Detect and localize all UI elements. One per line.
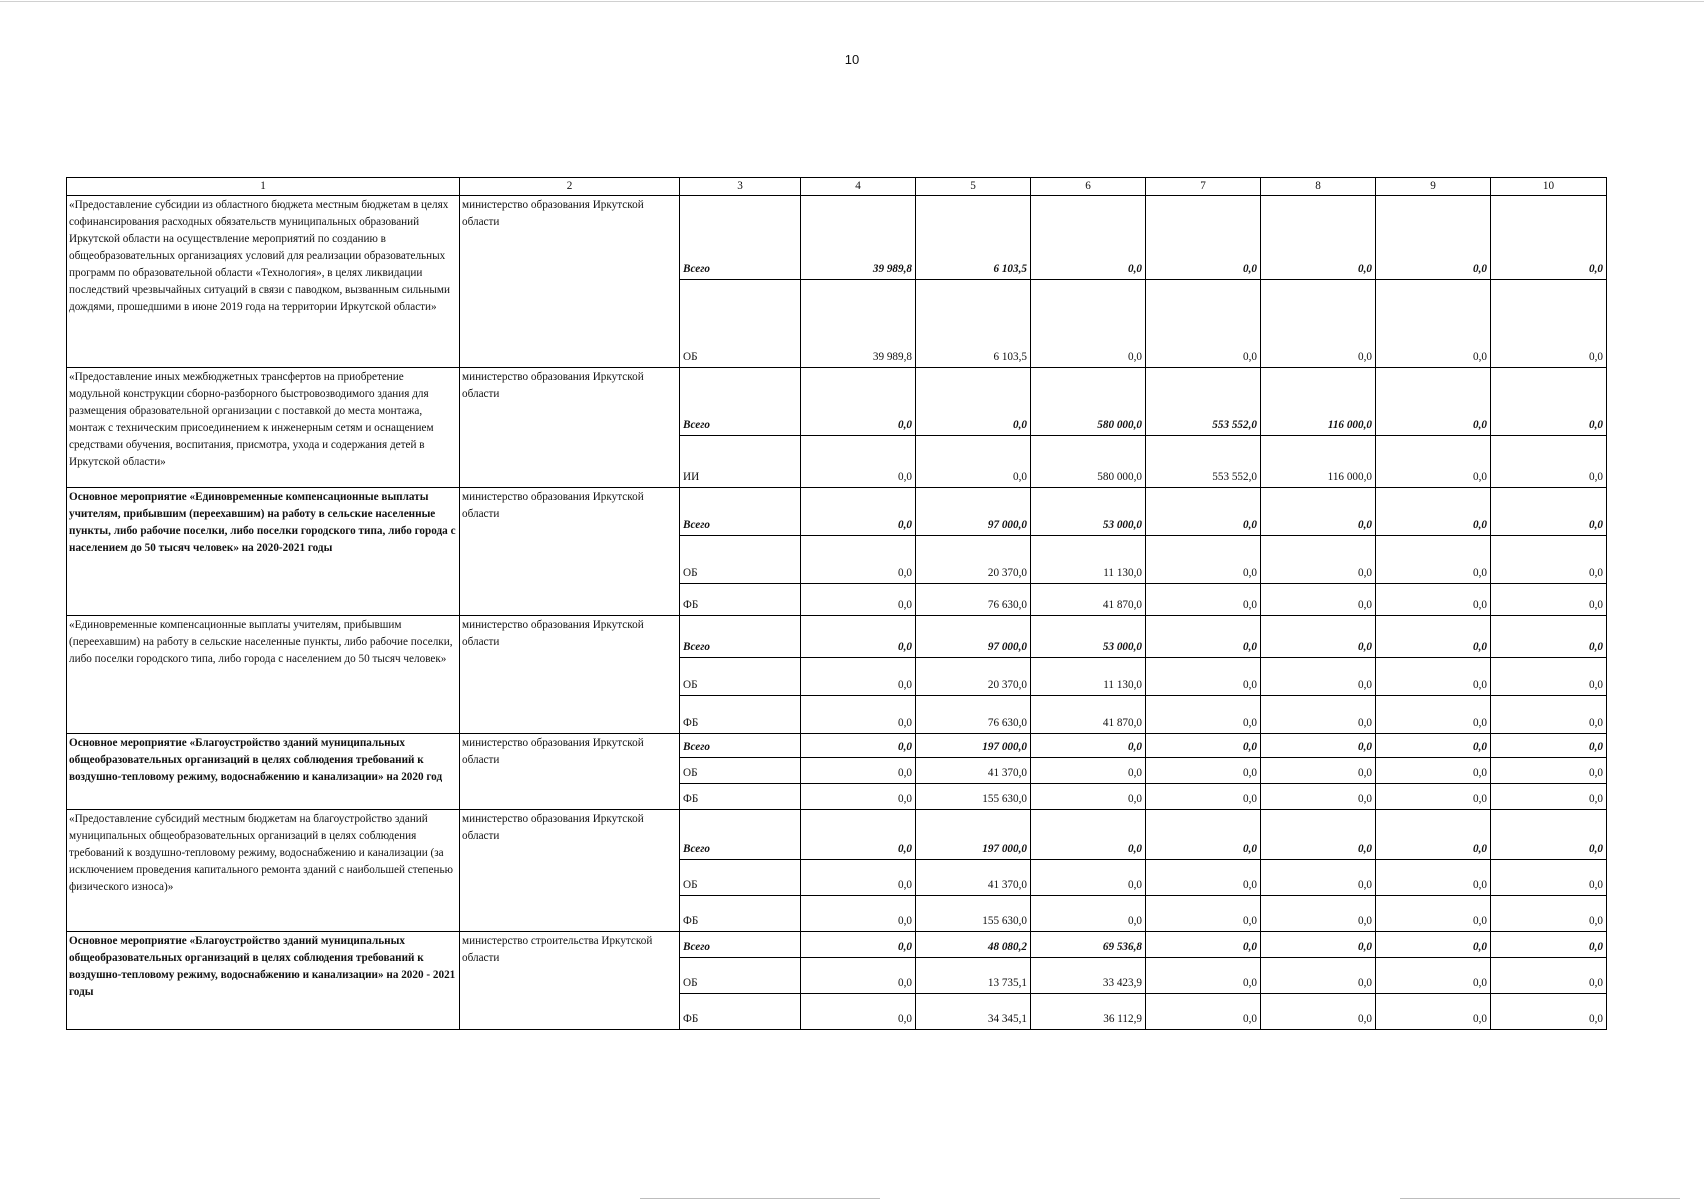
amount-cell: 0,0 <box>801 368 916 436</box>
table-row-total <box>67 734 1607 758</box>
amount-cell: 553 552,0 <box>1146 368 1261 436</box>
amount-cell: 76 630,0 <box>916 696 1031 734</box>
funding-source: Всего <box>680 368 801 436</box>
amount-cell: 0,0 <box>801 734 916 758</box>
scan-artifact-bottom-2 <box>1400 1198 1680 1199</box>
amount-cell: 0,0 <box>1376 280 1491 368</box>
amount-cell: 0,0 <box>1146 734 1261 758</box>
amount-cell: 0,0 <box>1146 784 1261 810</box>
amount-cell: 0,0 <box>1376 810 1491 860</box>
amount-cell: 0,0 <box>1491 958 1607 994</box>
amount-cell: 155 630,0 <box>916 896 1031 932</box>
amount-cell: 0,0 <box>801 616 916 658</box>
responsible-organization: министерство строительства Иркутской области <box>460 932 680 1030</box>
amount-cell: 0,0 <box>1261 584 1376 616</box>
amount-cell: 0,0 <box>1031 734 1146 758</box>
amount-cell: 76 630,0 <box>916 584 1031 616</box>
column-header: 1 <box>67 178 460 196</box>
funding-source: ОБ <box>680 958 801 994</box>
amount-cell: 0,0 <box>1376 860 1491 896</box>
funding-source: ФБ <box>680 994 801 1030</box>
funding-source: ОБ <box>680 758 801 784</box>
amount-cell: 0,0 <box>1261 958 1376 994</box>
funding-source: ОБ <box>680 280 801 368</box>
amount-cell: 0,0 <box>1491 810 1607 860</box>
funding-source: ОБ <box>680 860 801 896</box>
amount-cell: 0,0 <box>1261 536 1376 584</box>
amount-cell: 0,0 <box>1146 280 1261 368</box>
amount-cell: 0,0 <box>1261 994 1376 1030</box>
amount-cell: 0,0 <box>801 860 916 896</box>
column-header: 9 <box>1376 178 1491 196</box>
amount-cell: 0,0 <box>1261 616 1376 658</box>
funding-source: ФБ <box>680 784 801 810</box>
column-header: 6 <box>1031 178 1146 196</box>
amount-cell: 0,0 <box>801 584 916 616</box>
activity-description: Основное мероприятие «Единовременные компенсационные выплаты учителям, прибывшим (переехавшим) на работу в сельские населенные пункты, либо рабочие поселки, либо поселки городского типа, либо города с населением до 50 тысяч человек» на 2020-2021 годы <box>67 488 460 616</box>
amount-cell: 53 000,0 <box>1031 488 1146 536</box>
amount-cell: 0,0 <box>801 758 916 784</box>
amount-cell: 0,0 <box>1491 584 1607 616</box>
amount-cell: 0,0 <box>1491 758 1607 784</box>
funding-source: ОБ <box>680 536 801 584</box>
amount-cell: 48 080,2 <box>916 932 1031 958</box>
amount-cell: 13 735,1 <box>916 958 1031 994</box>
column-header: 8 <box>1261 178 1376 196</box>
amount-cell: 0,0 <box>1491 734 1607 758</box>
amount-cell: 0,0 <box>1376 584 1491 616</box>
amount-cell: 0,0 <box>1491 436 1607 488</box>
amount-cell: 36 112,9 <box>1031 994 1146 1030</box>
table-row-total <box>67 932 1607 958</box>
amount-cell: 0,0 <box>1031 810 1146 860</box>
column-header: 7 <box>1146 178 1261 196</box>
amount-cell: 0,0 <box>1146 536 1261 584</box>
amount-cell: 0,0 <box>1491 536 1607 584</box>
amount-cell: 0,0 <box>1031 196 1146 280</box>
funding-source: ФБ <box>680 896 801 932</box>
amount-cell: 11 130,0 <box>1031 658 1146 696</box>
amount-cell: 0,0 <box>1146 932 1261 958</box>
amount-cell: 0,0 <box>1376 734 1491 758</box>
column-header: 2 <box>460 178 680 196</box>
amount-cell: 0,0 <box>1146 696 1261 734</box>
amount-cell: 97 000,0 <box>916 616 1031 658</box>
amount-cell: 0,0 <box>1146 896 1261 932</box>
amount-cell: 0,0 <box>1146 958 1261 994</box>
amount-cell: 116 000,0 <box>1261 368 1376 436</box>
amount-cell: 0,0 <box>1146 584 1261 616</box>
amount-cell: 0,0 <box>801 994 916 1030</box>
activity-description: «Единовременные компенсационные выплаты учителям, прибывшим (переехавшим) на работу в сельские населенные пункты, либо рабочие поселки, либо поселки городского типа, либо города с населением до 50 тысяч человек» <box>67 616 460 734</box>
amount-cell: 0,0 <box>1261 932 1376 958</box>
amount-cell: 0,0 <box>1491 658 1607 696</box>
amount-cell: 0,0 <box>1376 436 1491 488</box>
amount-cell: 0,0 <box>801 958 916 994</box>
responsible-organization: министерство образования Иркутской области <box>460 368 680 488</box>
funding-source: ФБ <box>680 584 801 616</box>
amount-cell: 0,0 <box>801 658 916 696</box>
column-header: 4 <box>801 178 916 196</box>
amount-cell: 41 870,0 <box>1031 584 1146 616</box>
table-body <box>67 178 1607 1030</box>
amount-cell: 69 536,8 <box>1031 932 1146 958</box>
amount-cell: 553 552,0 <box>1146 436 1261 488</box>
amount-cell: 11 130,0 <box>1031 536 1146 584</box>
amount-cell: 0,0 <box>1491 488 1607 536</box>
activity-description: «Предоставление субсидии из областного бюджета местным бюджетам в целях софинансирования расходных обязательств муниципальных образований Иркутской области на осуществление мероприятий по созданию в общеобразовательных организациях условий для реализации образовательных программ по образовательной области «Технология», в целях ликвидации последствий чрезвычайных ситуаций в связи с паводком, вызванным сильными дождями, прошедшими в июне 2019 года на территории Иркутской области» <box>67 196 460 368</box>
funding-source: Всего <box>680 810 801 860</box>
activity-description: «Предоставление иных межбюджетных трансфертов на приобретение модульной конструкции сборно-разборного быстровозводимого здания для размещения образовательной организации с поставкой до места монтажа, монтаж с техническим присоединением к инженерным сетям и оснащением средствами обучения, воспитания, присмотра, ухода и содержания детей в Иркутской области» <box>67 368 460 488</box>
amount-cell: 0,0 <box>1376 536 1491 584</box>
amount-cell: 0,0 <box>801 784 916 810</box>
responsible-organization: министерство образования Иркутской области <box>460 810 680 932</box>
amount-cell: 34 345,1 <box>916 994 1031 1030</box>
column-header: 10 <box>1491 178 1607 196</box>
amount-cell: 0,0 <box>1376 368 1491 436</box>
amount-cell: 53 000,0 <box>1031 616 1146 658</box>
scan-artifact-top <box>0 1 1704 2</box>
amount-cell: 41 370,0 <box>916 758 1031 784</box>
funding-source: Всего <box>680 196 801 280</box>
amount-cell: 0,0 <box>1491 784 1607 810</box>
amount-cell: 0,0 <box>1146 860 1261 896</box>
scan-artifact-bottom <box>640 1198 880 1199</box>
amount-cell: 0,0 <box>1031 896 1146 932</box>
amount-cell: 0,0 <box>1376 958 1491 994</box>
funding-source: ОБ <box>680 658 801 696</box>
amount-cell: 580 000,0 <box>1031 368 1146 436</box>
amount-cell: 0,0 <box>1261 896 1376 932</box>
table-row-total <box>67 488 1607 536</box>
amount-cell: 20 370,0 <box>916 536 1031 584</box>
page-number: 10 <box>844 52 860 67</box>
funding-source: Всего <box>680 932 801 958</box>
responsible-organization: министерство образования Иркутской области <box>460 616 680 734</box>
amount-cell: 0,0 <box>916 436 1031 488</box>
amount-cell: 0,0 <box>1261 810 1376 860</box>
amount-cell: 0,0 <box>801 932 916 958</box>
amount-cell: 0,0 <box>1491 280 1607 368</box>
amount-cell: 0,0 <box>1031 280 1146 368</box>
table-row-total <box>67 810 1607 860</box>
amount-cell: 197 000,0 <box>916 810 1031 860</box>
funding-source: Всего <box>680 616 801 658</box>
table-row-total <box>67 368 1607 436</box>
amount-cell: 0,0 <box>801 696 916 734</box>
amount-cell: 0,0 <box>1261 734 1376 758</box>
amount-cell: 0,0 <box>801 536 916 584</box>
amount-cell: 580 000,0 <box>1031 436 1146 488</box>
funding-source: ИИ <box>680 436 801 488</box>
funding-source: Всего <box>680 488 801 536</box>
activity-description: «Предоставление субсидий местным бюджетам на благоустройство зданий муниципальных общеобразовательных организаций в целях соблюдения требований к воздушно-тепловому режиму, водоснабжению и канализации (за исключением проведения капитального ремонта зданий с наибольшей степенью физического износа)» <box>67 810 460 932</box>
amount-cell: 33 423,9 <box>1031 958 1146 994</box>
amount-cell: 0,0 <box>1261 784 1376 810</box>
amount-cell: 0,0 <box>1376 658 1491 696</box>
amount-cell: 0,0 <box>1146 616 1261 658</box>
amount-cell: 0,0 <box>1146 810 1261 860</box>
column-header: 3 <box>680 178 801 196</box>
amount-cell: 0,0 <box>1491 994 1607 1030</box>
amount-cell: 0,0 <box>1376 196 1491 280</box>
amount-cell: 0,0 <box>1376 696 1491 734</box>
amount-cell: 0,0 <box>1261 658 1376 696</box>
amount-cell: 0,0 <box>1491 196 1607 280</box>
amount-cell: 0,0 <box>1491 696 1607 734</box>
amount-cell: 0,0 <box>1146 658 1261 696</box>
amount-cell: 0,0 <box>1376 994 1491 1030</box>
amount-cell: 155 630,0 <box>916 784 1031 810</box>
amount-cell: 0,0 <box>1491 616 1607 658</box>
amount-cell: 0,0 <box>1376 932 1491 958</box>
amount-cell: 0,0 <box>916 368 1031 436</box>
amount-cell: 0,0 <box>1261 196 1376 280</box>
amount-cell: 0,0 <box>1376 896 1491 932</box>
amount-cell: 0,0 <box>1491 896 1607 932</box>
amount-cell: 197 000,0 <box>916 734 1031 758</box>
table-row-total <box>67 196 1607 280</box>
amount-cell: 20 370,0 <box>916 658 1031 696</box>
amount-cell: 0,0 <box>801 896 916 932</box>
table-row-total <box>67 616 1607 658</box>
amount-cell: 0,0 <box>1031 784 1146 810</box>
amount-cell: 0,0 <box>1376 784 1491 810</box>
amount-cell: 39 989,8 <box>801 280 916 368</box>
amount-cell: 0,0 <box>1146 758 1261 784</box>
amount-cell: 116 000,0 <box>1261 436 1376 488</box>
amount-cell: 0,0 <box>1491 368 1607 436</box>
responsible-organization: министерство образования Иркутской области <box>460 488 680 616</box>
column-header: 5 <box>916 178 1031 196</box>
amount-cell: 0,0 <box>1261 280 1376 368</box>
amount-cell: 0,0 <box>1376 758 1491 784</box>
amount-cell: 39 989,8 <box>801 196 916 280</box>
funding-source: Всего <box>680 734 801 758</box>
amount-cell: 0,0 <box>1376 488 1491 536</box>
responsible-organization: министерство образования Иркутской области <box>460 734 680 810</box>
column-number-row <box>67 178 1607 196</box>
amount-cell: 0,0 <box>1261 696 1376 734</box>
amount-cell: 0,0 <box>1261 860 1376 896</box>
amount-cell: 0,0 <box>1146 994 1261 1030</box>
amount-cell: 0,0 <box>1261 488 1376 536</box>
amount-cell: 0,0 <box>1146 196 1261 280</box>
amount-cell: 0,0 <box>1376 616 1491 658</box>
amount-cell: 0,0 <box>1261 758 1376 784</box>
amount-cell: 41 870,0 <box>1031 696 1146 734</box>
responsible-organization: министерство образования Иркутской области <box>460 196 680 368</box>
activity-description: Основное мероприятие «Благоустройство зданий муниципальных общеобразовательных организаций в целях соблюдения требований к воздушно-тепловому режиму, водоснабжению и канализации» на 2020 - 2021 годы <box>67 932 460 1030</box>
amount-cell: 0,0 <box>1491 932 1607 958</box>
amount-cell: 0,0 <box>1491 860 1607 896</box>
amount-cell: 97 000,0 <box>916 488 1031 536</box>
amount-cell: 41 370,0 <box>916 860 1031 896</box>
amount-cell: 0,0 <box>801 810 916 860</box>
amount-cell: 0,0 <box>1031 860 1146 896</box>
amount-cell: 0,0 <box>801 436 916 488</box>
amount-cell: 0,0 <box>1146 488 1261 536</box>
amount-cell: 0,0 <box>1031 758 1146 784</box>
amount-cell: 6 103,5 <box>916 280 1031 368</box>
amount-cell: 0,0 <box>801 488 916 536</box>
funding-source: ФБ <box>680 696 801 734</box>
budget-table <box>66 177 1607 1030</box>
amount-cell: 6 103,5 <box>916 196 1031 280</box>
activity-description: Основное мероприятие «Благоустройство зданий муниципальных общеобразовательных организаций в целях соблюдения требований к воздушно-тепловому режиму, водоснабжению и канализации» на 2020 год <box>67 734 460 810</box>
